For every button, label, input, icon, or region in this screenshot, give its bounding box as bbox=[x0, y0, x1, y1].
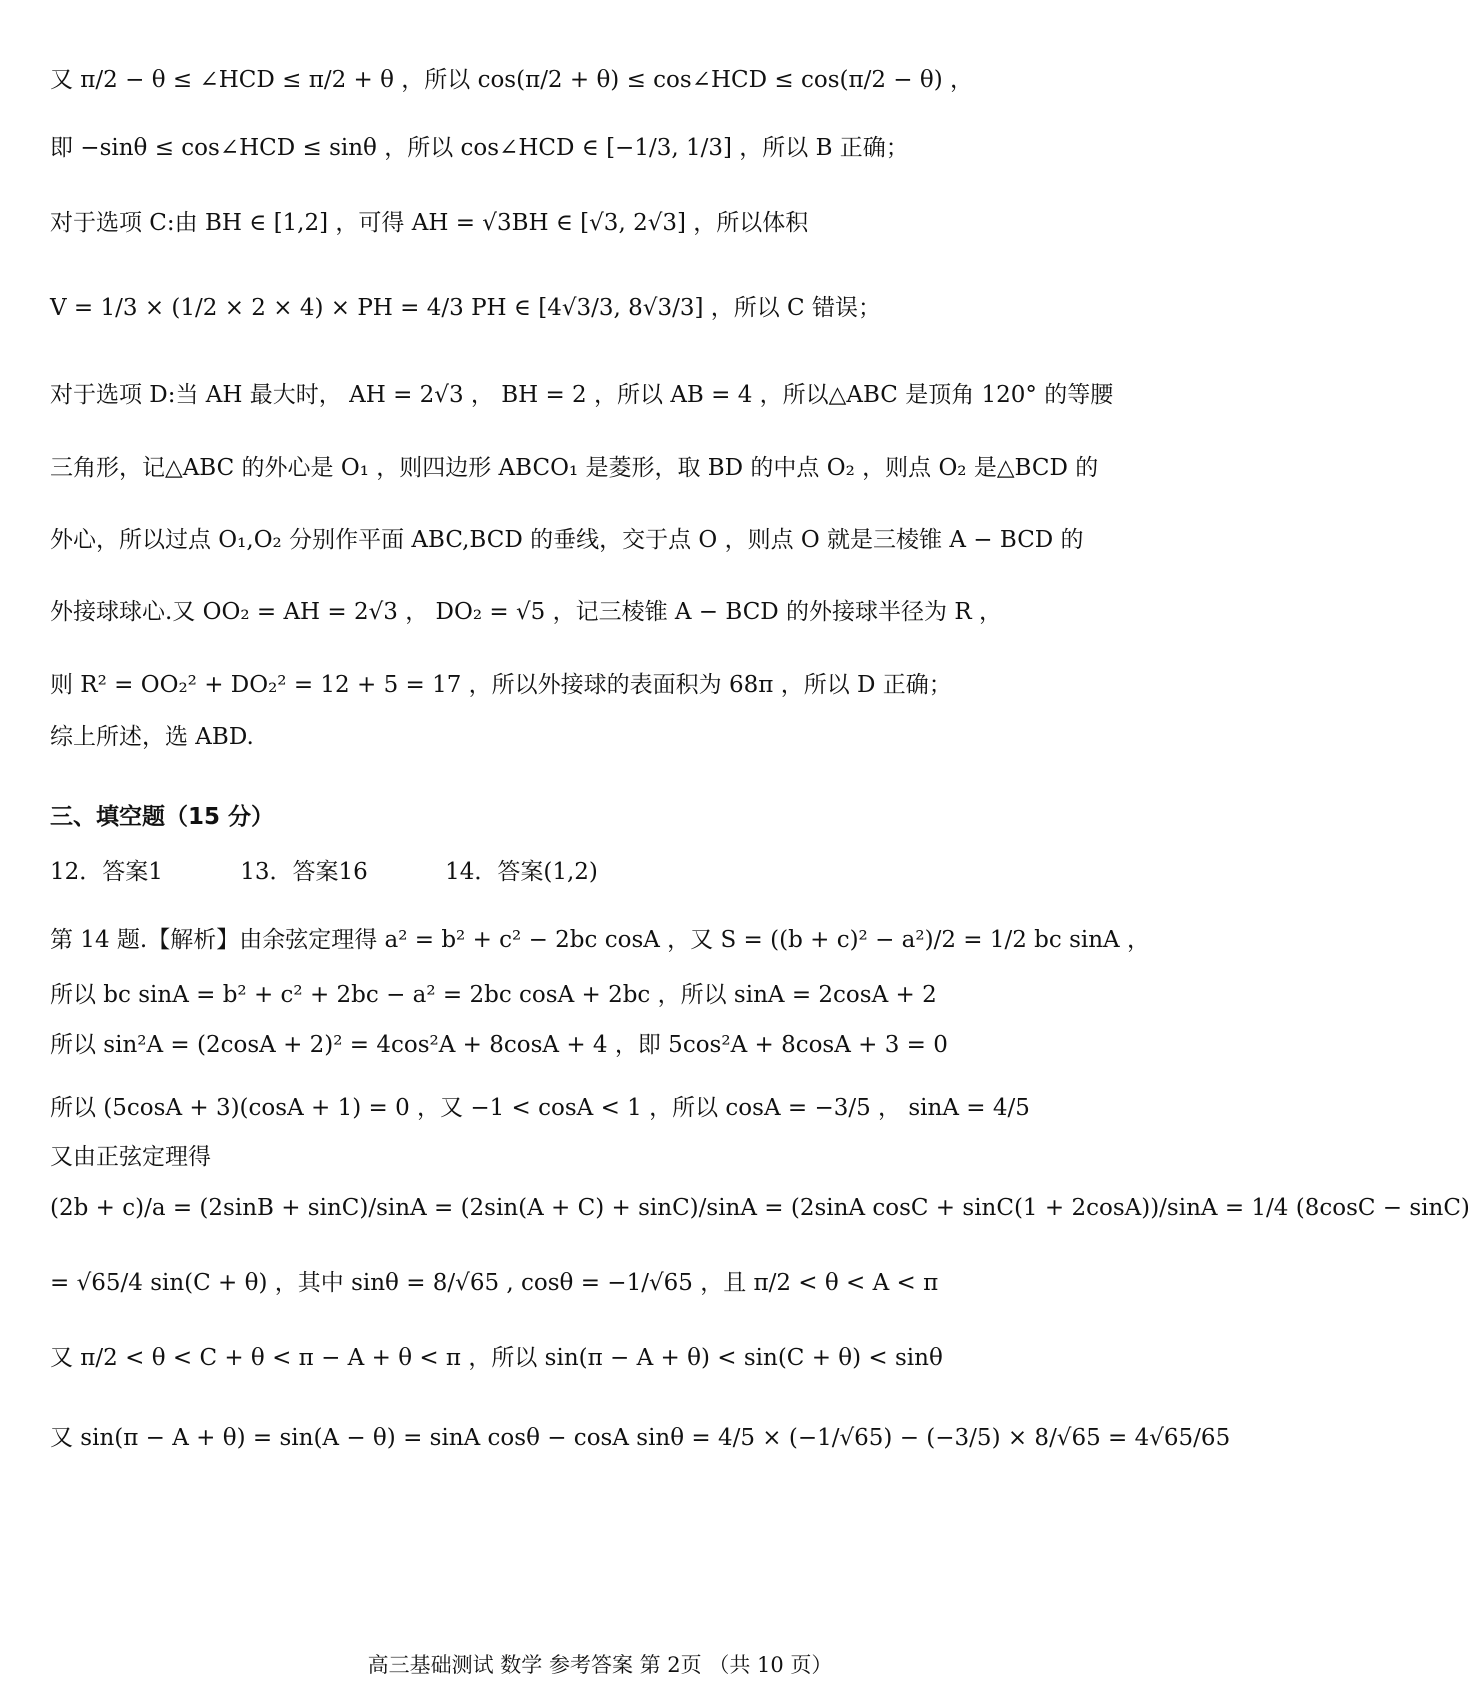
text-line: 三角形，记△ABC 的外心是 O₁ ，则四边形 ABCO₁ 是菱形，取 BD 的中点 O₂ ，则点 O₂ 是△BCD 的 bbox=[50, 455, 1099, 481]
text-line: 外接球球心.又 OO₂ = AH = 2√3 ， DO₂ = √5 ，记三棱锥 A − BCD 的外接球半径为 R ， bbox=[50, 599, 1002, 625]
page-footer: 高三基础测试 数学 参考答案 第 2页 （共 10 页） bbox=[367, 1653, 833, 1677]
section-heading: 三、填空题（15 分） bbox=[50, 804, 275, 830]
solution-line: = √65/4 sin(C + θ) ，其中 sinθ = 8/√65 , cosθ = −1/√65 ，且 π/2 < θ < A < π bbox=[50, 1270, 939, 1296]
text-line: 则 R² = OO₂² + DO₂² = 12 + 5 = 17 ，所以外接球的表面积为 68π ，所以 D 正确； bbox=[50, 672, 952, 698]
text-line: 对于选项 D:当 AH 最大时， AH = 2√3 ， BH = 2 ，所以 AB = 4 ，所以△ABC 是顶角 120° 的等腰 bbox=[50, 382, 1114, 408]
text-line: V = 1/3 × (1/2 × 2 × 4) × PH = 4/3 PH ∈ [4√3/3, 8√3/3] ，所以 C 错误； bbox=[50, 295, 881, 321]
solution-line: 所以 bc sinA = b² + c² + 2bc − a² = 2bc cosA + 2bc ，所以 sinA = 2cosA + 2 bbox=[50, 982, 937, 1008]
text-line: 综上所述，选 ABD. bbox=[50, 724, 254, 750]
text-line: 对于选项 C:由 BH ∈ [1,2] ，可得 AH = √3BH ∈ [√3, 2√3] ，所以体积 bbox=[50, 210, 809, 236]
solution-line: 所以 (5cosA + 3)(cosA + 1) = 0 ，又 −1 < cosA < 1 ，所以 cosA = −3/5 ， sinA = 4/5 bbox=[50, 1095, 1030, 1121]
solution-line: (2b + c)/a = (2sinB + sinC)/sinA = (2sin(A + C) + sinC)/sinA = (2sinA cosC + sinC(1 + 2cosA))/sinA = 1/4 (8cosC − sinC) bbox=[50, 1195, 1470, 1221]
text-line: 外心，所以过点 O₁,O₂ 分别作平面 ABC,BCD 的垂线，交于点 O ，则点 O 就是三棱锥 A − BCD 的 bbox=[50, 527, 1084, 553]
text-line: 即 −sinθ ≤ cos∠HCD ≤ sinθ ，所以 cos∠HCD ∈ [−1/3, 1/3] ，所以 B 正确； bbox=[50, 135, 909, 161]
solution-line: 第 14 题.【解析】由余弦定理得 a² = b² + c² − 2bc cosA ，又 S = ((b + c)² − a²)/2 = 1/2 bc sinA ， bbox=[50, 927, 1150, 953]
answer-row bbox=[50, 855, 668, 889]
solution-line: 所以 sin²A = (2cosA + 2)² = 4cos²A + 8cosA + 4 ，即 5cos²A + 8cosA + 3 = 0 bbox=[50, 1032, 948, 1058]
answer-14: 14．答案(1,2) bbox=[445, 859, 598, 885]
solution-line: 又 π/2 < θ < C + θ < π − A + θ < π ，所以 sin(π − A + θ) < sin(C + θ) < sinθ bbox=[50, 1345, 943, 1371]
text-line: 又 π/2 − θ ≤ ∠HCD ≤ π/2 + θ ，所以 cos(π/2 + θ) ≤ cos∠HCD ≤ cos(π/2 − θ) ， bbox=[50, 67, 973, 93]
solution-line: 又由正弦定理得 bbox=[50, 1144, 211, 1170]
answer-12: 12．答案1 bbox=[50, 859, 163, 885]
answer-13: 13．答案16 bbox=[240, 859, 368, 885]
solution-line: 又 sin(π − A + θ) = sin(A − θ) = sinA cosθ − cosA sinθ = 4/5 × (−1/√65) − (−3/5) × 8/√65 = 4√65/65 bbox=[50, 1425, 1231, 1451]
